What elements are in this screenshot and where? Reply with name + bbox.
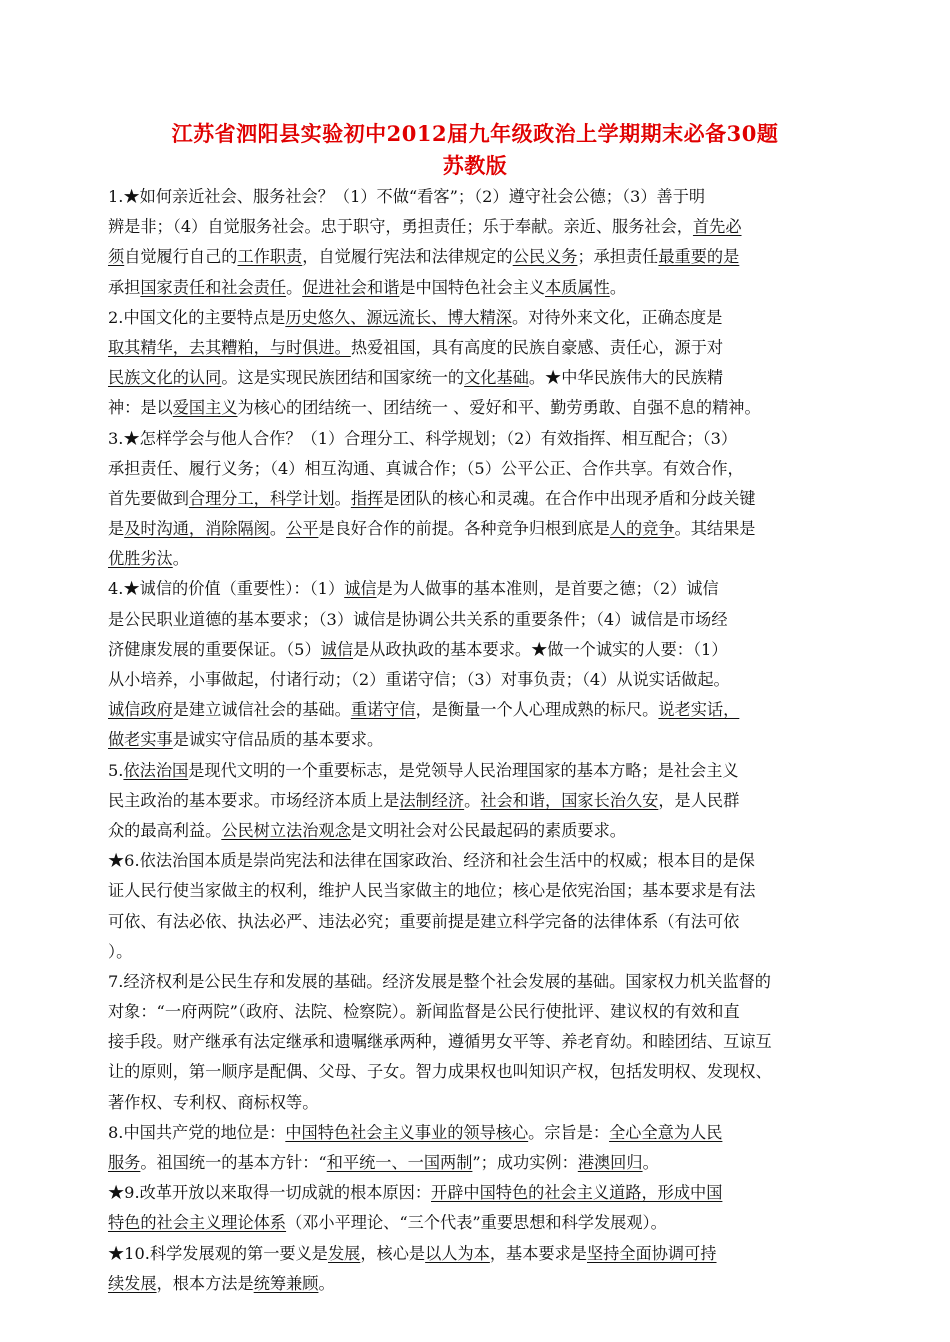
text-run: ★6.依法治国本质是崇尚宪法和法律在国家政治、经济和社会生活中的权威；根本目的是保: [108, 851, 755, 871]
text-line: [108, 273, 848, 303]
text-run: 是: [108, 519, 125, 539]
text-run: 是从政执政的基本要求。★做一个诚实的人要：（1）: [353, 639, 728, 659]
text-line: [108, 1088, 848, 1118]
text-line: [108, 1269, 848, 1299]
text-run: 是中国特色社会主义: [399, 277, 546, 297]
underlined-key-phrase: 重诺守信: [350, 700, 416, 720]
underlined-key-phrase: 公民树立法治观念: [221, 820, 351, 840]
text-run: 让的原则，第一顺序是配偶、父母、子女。智力成果权也叫知识产权，包括发明权、发现权、: [108, 1062, 772, 1082]
text-line: [108, 967, 848, 997]
underlined-key-phrase: 历史悠久、源远流长、博大精深: [285, 307, 512, 327]
text-run: 3.★怎样学会与他人合作？（1）合理分工、科学规划；（2）有效指挥、相互配合；（3）: [108, 428, 738, 448]
text-run: 众的最高利益。: [108, 820, 222, 840]
text-line: [108, 1027, 848, 1057]
text-line: [108, 242, 848, 272]
text-line: [108, 695, 848, 725]
text-run: 。其结果是: [674, 519, 756, 539]
text-run: 5.: [108, 760, 124, 780]
text-run: 为核心的团结统一、团结统一 、爱好和平、勤劳勇敢、自强不息的精神。: [237, 398, 761, 418]
underlined-key-phrase: 促进社会和谐: [302, 277, 400, 297]
text-line: [108, 937, 848, 967]
text-run: 热爱祖国，具有高度的民族自豪感、责任心，源于对: [350, 337, 724, 357]
text-run: 8.中国共产党的地位是：: [108, 1122, 286, 1142]
underlined-key-phrase: 说老实话，: [658, 700, 740, 720]
underlined-key-phrase: 公民义务: [512, 247, 578, 267]
underlined-key-phrase: 服务: [108, 1153, 141, 1172]
text-run: ，自觉履行宪法和法律规定的: [302, 247, 513, 267]
underlined-key-phrase: 国家责任和社会责任: [140, 277, 287, 297]
text-line: [108, 605, 848, 635]
text-line: [108, 544, 848, 574]
text-run: 。★中华民族伟大的民族精: [528, 368, 724, 388]
text-line: [108, 816, 848, 846]
text-line: [108, 514, 848, 544]
text-run: 自觉履行自己的: [124, 247, 238, 267]
text-run: ，是衡量一个人心理成熟的标尺。: [415, 700, 659, 720]
text-line: [108, 363, 848, 393]
underlined-key-phrase: 最重要的是: [658, 247, 740, 267]
text-run: 4.★诚信的价值（重要性）：（1）: [108, 579, 345, 599]
text-run: 。宗旨是：: [528, 1122, 610, 1142]
text-line: [108, 725, 848, 755]
text-run: 接手段。财产继承有法定继承和遗嘱继承两种，遵循男女平等、养老育幼。和睦团结、互谅互: [108, 1032, 772, 1052]
text-run: 2.中国文化的主要特点是: [108, 307, 286, 327]
underlined-key-phrase: 文化基础: [464, 368, 529, 388]
underlined-key-phrase: 发展: [328, 1243, 361, 1263]
underlined-key-phrase: 优胜劣汰: [108, 549, 173, 569]
text-run: 。: [318, 1273, 335, 1293]
text-run: ★10.科学发展观的第一要义是: [108, 1243, 328, 1263]
text-run: 是文明社会对公民最起码的素质要求。: [350, 820, 626, 840]
text-line: [108, 665, 848, 695]
text-run: ；承担责任: [577, 247, 659, 267]
text-run: 神：是以: [108, 398, 173, 418]
text-run: ★9.改革开放以来取得一切成就的根本原因：: [108, 1183, 432, 1203]
text-line: [108, 786, 848, 816]
underlined-key-phrase: 和平统一、一国两制: [326, 1153, 473, 1172]
text-run: 可依、有法必依、执法必严、违法必究；重要前提是建立科学完备的法律体系（有法可依: [108, 911, 740, 931]
text-run: 。: [642, 1153, 659, 1172]
text-run: 。: [609, 277, 626, 297]
text-run: 证人民行使当家做主的权利，维护人民当家做主的地位；核心是依宪治国；基本要求是有法: [108, 881, 756, 901]
text-line: [108, 574, 848, 604]
underlined-key-phrase: 依法治国: [123, 760, 189, 780]
text-run: ，根本方法是: [156, 1273, 254, 1293]
text-run: 首先要做到: [108, 488, 189, 508]
text-line: [108, 1118, 848, 1148]
text-run: ，是人民群: [658, 790, 740, 810]
text-run: ）。: [108, 941, 133, 961]
underlined-key-phrase: 中国特色社会主义事业的领导核心: [285, 1122, 529, 1142]
text-line: [108, 1208, 848, 1238]
text-line: [108, 1148, 848, 1178]
underlined-key-phrase: 特色的社会主义理论体系: [108, 1213, 287, 1233]
text-run: ”；成功实例：: [472, 1153, 578, 1172]
text-run: 从小培养，小事做起，付诸行动；（2）重诺守信；（3）对事负责；（4）从说实话做起。: [108, 670, 730, 689]
underlined-key-phrase: 取其精华，去其糟粕，与时俱进。: [108, 337, 351, 357]
underlined-key-phrase: 统筹兼顾: [253, 1273, 319, 1293]
underlined-key-phrase: 续发展: [108, 1273, 157, 1293]
text-line: [108, 997, 848, 1027]
text-run: ，基本要求是: [489, 1243, 587, 1263]
text-line: [108, 454, 848, 484]
text-run: 民主政治的基本要求。市场经济本质上是: [108, 790, 400, 810]
text-run: 著作权、专利权、商标权等。: [108, 1092, 319, 1112]
text-run: 1.★如何亲近社会、服务社会？（1）不做“看客”；（2）遵守社会公德；（3）善于明: [108, 187, 706, 206]
underlined-key-phrase: 以人为本: [425, 1243, 490, 1263]
text-run: 承担: [108, 277, 141, 297]
text-line: [108, 756, 848, 786]
text-run: 。这是实现民族团结和国家统一的: [221, 368, 465, 388]
text-line: [108, 876, 848, 906]
text-run: 7.经济权利是公民生存和发展的基础。经济发展是整个社会发展的基础。国家权力机关监督的: [108, 971, 771, 991]
underlined-key-phrase: 诚信: [320, 639, 354, 659]
text-run: 是良好合作的前提。各种竞争归根到底是: [318, 519, 610, 539]
text-run: 是建立诚信社会的基础。: [172, 700, 351, 720]
underlined-key-phrase: 人的竞争: [609, 519, 675, 539]
text-run: 是诚实守信品质的基本要求。: [172, 730, 384, 750]
text-run: ，核心是: [360, 1243, 426, 1263]
underlined-key-phrase: 民族文化的认同: [108, 368, 222, 388]
text-line: [108, 333, 848, 363]
text-run: 。祖国统一的基本方针：“: [140, 1153, 327, 1172]
underlined-key-phrase: 指挥: [350, 488, 384, 508]
underlined-key-phrase: 及时沟通，消除隔阂: [124, 519, 270, 539]
text-run: 。对待外来文化，正确态度是: [511, 307, 723, 327]
text-run: 辨是非；（4）自觉服务社会。忠于职守，勇担责任；乐于奉献。亲近、服务社会，: [108, 217, 693, 237]
text-line: [108, 424, 848, 454]
text-run: 。: [172, 549, 189, 569]
underlined-key-phrase: 开辟中国特色的社会主义道路，形成中国: [431, 1183, 723, 1203]
text-line: [108, 484, 848, 514]
document-body: [108, 182, 848, 1299]
text-run: 。: [286, 277, 303, 297]
underlined-key-phrase: 爱国主义: [172, 398, 238, 418]
text-line: [108, 182, 848, 212]
text-run: 是公民职业道德的基本要求；（3）诚信是协调公共关系的重要条件；（4）诚信是市场经: [108, 609, 728, 629]
text-line: [108, 212, 848, 242]
text-run: 济健康发展的重要保证。（5）: [108, 639, 321, 659]
text-line: [108, 1057, 848, 1087]
text-run: 。: [269, 519, 287, 539]
text-run: 是为人做事的基本准则，是首要之德；（2）诚信: [376, 579, 719, 599]
underlined-key-phrase: 法制经济: [399, 790, 465, 810]
text-line: [108, 907, 848, 937]
underlined-key-phrase: 坚持全面协调可持: [587, 1243, 717, 1263]
text-line: [108, 393, 848, 423]
text-run: 是团队的核心和灵魂。在合作中出现矛盾和分歧关键: [383, 488, 756, 508]
underlined-key-phrase: 做老实事: [108, 730, 173, 750]
text-run: 。: [334, 488, 351, 508]
text-run: （邓小平理论、“三个代表”重要思想和科学发展观）。: [286, 1213, 667, 1233]
text-line: [108, 635, 848, 665]
text-run: 承担责任、履行义务；（4）相互沟通、真诚合作；（5）公平公正、合作共享。有效合作，: [108, 458, 744, 478]
text-line: [108, 1239, 848, 1269]
text-line: [108, 1178, 848, 1208]
underlined-key-phrase: 本质属性: [545, 277, 610, 297]
text-line: [108, 303, 848, 333]
document-title-line-2: 苏教版: [442, 153, 508, 178]
document-title-line-1: 江苏省泗阳县实验初中2012届九年级政治上学期期末必备30题: [171, 121, 779, 146]
underlined-key-phrase: 港澳回归: [577, 1153, 643, 1172]
underlined-key-phrase: 诚信: [344, 579, 377, 599]
text-run: 。: [464, 790, 481, 810]
underlined-key-phrase: 首先必: [692, 217, 742, 237]
underlined-key-phrase: 公平: [286, 519, 319, 539]
underlined-key-phrase: 须: [108, 247, 125, 267]
text-line: [108, 846, 848, 876]
text-run: 对象：“一府两院”（政府、法院、检察院）。新闻监督是公民行使批评、建议权的有效和直: [108, 1002, 740, 1022]
underlined-key-phrase: 全心全意为人民: [609, 1122, 723, 1142]
underlined-key-phrase: 社会和谐，国家长治久安: [480, 790, 659, 810]
underlined-key-phrase: 诚信政府: [108, 700, 173, 720]
text-run: 是现代文明的一个重要标志，是党领导人民治理国家的基本方略；是社会主义: [188, 760, 739, 780]
underlined-key-phrase: 合理分工，科学计划: [188, 488, 335, 508]
underlined-key-phrase: 工作职责: [237, 247, 303, 267]
